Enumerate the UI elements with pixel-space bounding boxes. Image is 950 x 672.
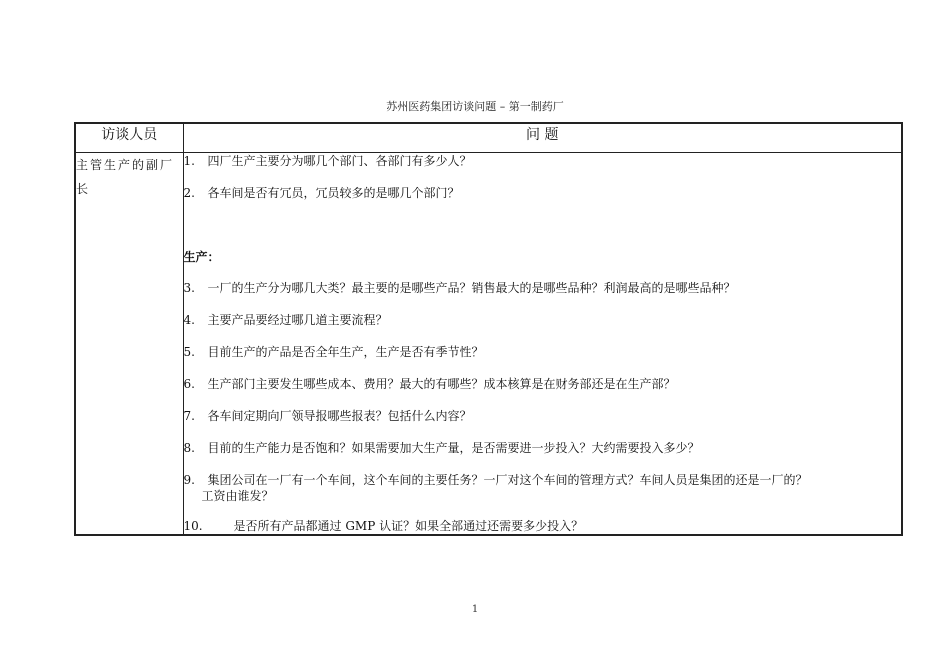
question-item: 7. 各车间定期向厂领导报哪些报表？包括什么内容？ xyxy=(183,409,472,423)
interviewee-role: 主管生产的副厂长 xyxy=(76,158,175,196)
question-item: 4. 主要产品要经过哪几道主要流程？ xyxy=(183,313,388,327)
table-row xyxy=(75,153,902,536)
question-item: 5. 目前生产的产品是否全年生产，生产是否有季节性？ xyxy=(183,345,484,359)
table-header-row xyxy=(75,123,902,153)
question-item: 3. 一厂的生产分为哪几大类？最主要的是哪些产品？销售最大的是哪些品种？利润最高的是哪些品种？ xyxy=(183,281,736,295)
question-item: 9. 集团公司在一厂有一个车间，这个车间的主要任务？一厂对这个车间的管理方式？车间人员是集团的还是一厂的？ 工资由谁发？ xyxy=(183,473,808,503)
interviewee-cell xyxy=(75,153,183,536)
section-heading-production: 生产： xyxy=(183,250,220,264)
questions-cell xyxy=(183,153,902,536)
question-item: 10. 是否所有产品都通过 GMP 认证？如果全部通过还需要多少投入？ xyxy=(183,519,584,533)
question-item: 2. 各车间是否有冗员，冗员较多的是哪几个部门？ xyxy=(183,186,460,200)
page-number: 1 xyxy=(471,604,479,615)
document-title: 苏州医药集团访谈问题 – 第一制药厂 xyxy=(386,100,564,113)
header-interviewee: 访谈人员 xyxy=(75,123,183,153)
header-questions: 问 题 xyxy=(183,123,902,153)
question-item: 6. 生产部门主要发生哪些成本、费用？最大的有哪些？成本核算是在财务部还是在生产部？ xyxy=(183,377,676,391)
question-item: 1. 四厂生产主要分为哪几个部门、各部门有多少人？ xyxy=(183,154,472,168)
interview-table xyxy=(74,122,903,536)
question-item: 8. 目前的生产能力是否饱和？如果需要加大生产量，是否需要进一步投入？大约需要投入多少？ xyxy=(183,441,700,455)
